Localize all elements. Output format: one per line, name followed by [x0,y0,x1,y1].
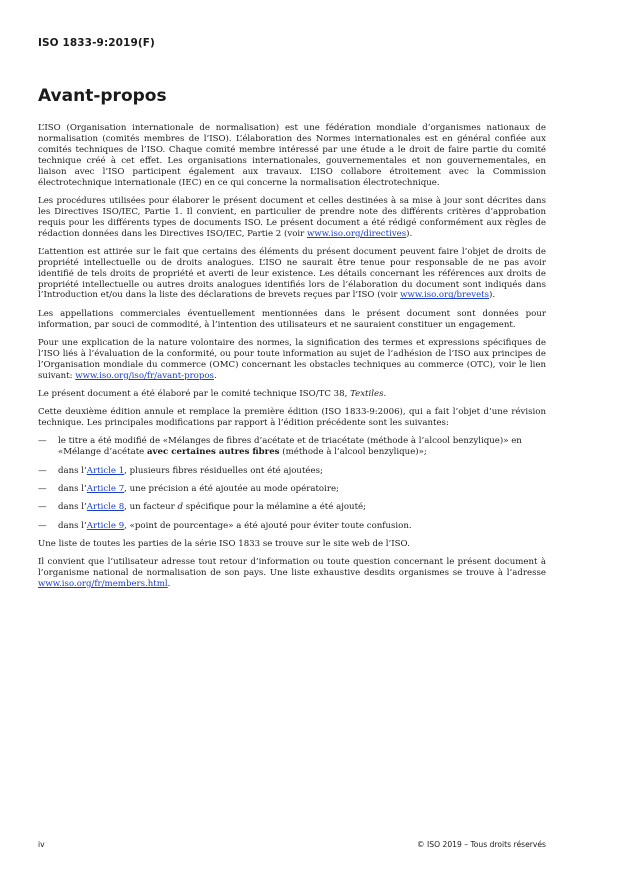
foreword-body [38,123,546,597]
dash-bullet: — [38,502,47,513]
dash-bullet: — [38,465,47,476]
paragraph-committee: Le présent document a été élaboré par le comité technique ISO/TC 38, Textiles. [38,388,387,399]
page-number: iv [38,840,45,849]
dash-bullet: — [38,520,47,531]
list-item: — dans l’Article 7, une précision a été ajoutée au mode opératoire; [38,483,339,494]
page-footer [38,840,546,849]
copyright-notice: © ISO 2019 – Tous droits réservés [417,840,546,849]
list-item: — le titre a été modifié de «Mélanges de fibres d’acétate et de triacétate (méthode à l’alcool benzylique)» en «Mélange d’acétate avec certaines autres fibres (méthode à l’alcool benzylique)»; [38,436,522,458]
dash-bullet: — [38,483,47,494]
link-article-1[interactable]: Article 1 [86,465,125,476]
list-item: — dans l’Article 8, un facteur d spécifique pour la mélamine a été ajouté; [38,502,367,513]
paragraph-patents: L’attention est attirée sur le fait que certains des éléments du présent document peuvent faire l’objet de droits de propriété intellectuelle ou de droits analogues. L’ISO ne saurait être tenue pour responsable de ne pas avoir identifié de tels droits de propriété et averti de leur existence. Les détails concernant les références aux droits de propriété intellectuelle ou autres droits analogues identifiés lors de l’élaboration du document sont indiqués dans l’Introduction et/ou dans la liste des déclarations de brevets reçues par l’ISO (voir www.iso.org/brevets). [38,246,546,301]
paragraph-voluntary: Pour une explication de la nature volontaire des normes, la signification des termes et expressions spécifiques de l’ISO liés à l’évaluation de la conformité, ou pour toute information au sujet de l’adhésion de l’ISO aux principes de l’Organisation mondiale du commerce (OMC) concernant les obstacles techniques au commerce (OTC), voir le lien suivant: www.iso.org/iso/fr/avant-propos. [38,337,546,381]
paragraph-series: Une liste de toutes les parties de la série ISO 1833 se trouve sur le site web de l’ISO. [38,538,410,549]
paragraph-trade-names: Les appellations commerciales éventuellement mentionnées dans le présent document sont données pour information, par souci de commodité, à l’intention des utilisateurs et ne sauraient constituer un engagement. [38,308,546,330]
link-brevets[interactable]: www.iso.org/brevets [400,290,490,301]
paragraph-procedures: Les procédures utilisées pour élaborer le présent document et celles destinées à sa mise à jour sont décrites dans les Directives ISO/IEC, Partie 1. Il convient, en particulier de prendre note des différents critères d’approbation requis pour les différents types de documents ISO. Le présent document a été rédigé conformément aux règles de rédaction données dans les Directives ISO/IEC, Partie 2 (voir www.iso.org/directives). [38,195,546,239]
paragraph-feedback: Il convient que l’utilisateur adresse tout retour d’information ou toute question concernant le présent document à l’organisme national de normalisation de son pays. Une liste exhaustive desdits organismes se trouve à l’adresse www.iso.org/fr/members.html. [38,557,546,589]
link-directives[interactable]: www.iso.org/directives [306,228,407,239]
paragraph-iso-intro: L’ISO (Organisation internationale de normalisation) est une fédération mondiale d’organismes nationaux de normalisation (comités membres de l’ISO). L’élaboration des Normes internationales est en général confiée aux comités techniques de l’ISO. Chaque comité membre intéressé par une étude a le droit de faire partie du comité technique créé à cet effet. Les organisations internationales, gouvernementales et non gouvernementales, en liaison avec l’ISO participent également aux travaux. L’ISO collabore étroitement avec la Commission électrotechnique internationale (IEC) en ce qui concerne la normalisation électrotechnique. [38,123,546,188]
link-article-8[interactable]: Article 8 [86,502,125,513]
list-item: — dans l’Article 9, «point de pourcentage» a été ajouté pour éviter toute confusion. [38,520,412,531]
link-avant-propos[interactable]: www.iso.org/iso/fr/avant-propos [75,370,214,381]
link-article-9[interactable]: Article 9 [86,520,125,531]
list-item: — dans l’Article 1, plusieurs fibres résiduelles ont été ajoutées; [38,465,323,476]
document-id: ISO 1833-9:2019(F) [38,37,155,49]
link-members[interactable]: www.iso.org/fr/members.html [38,578,168,589]
link-article-7[interactable]: Article 7 [86,483,125,494]
page-title: Avant-propos [38,86,167,106]
paragraph-edition: Cette deuxième édition annule et remplace la première édition (ISO 1833-9:2006), qui a fait l’objet d’une révision technique. Les principales modifications par rapport à l’édition précédente sont les suivantes: [38,407,546,429]
dash-bullet: — [38,436,47,447]
